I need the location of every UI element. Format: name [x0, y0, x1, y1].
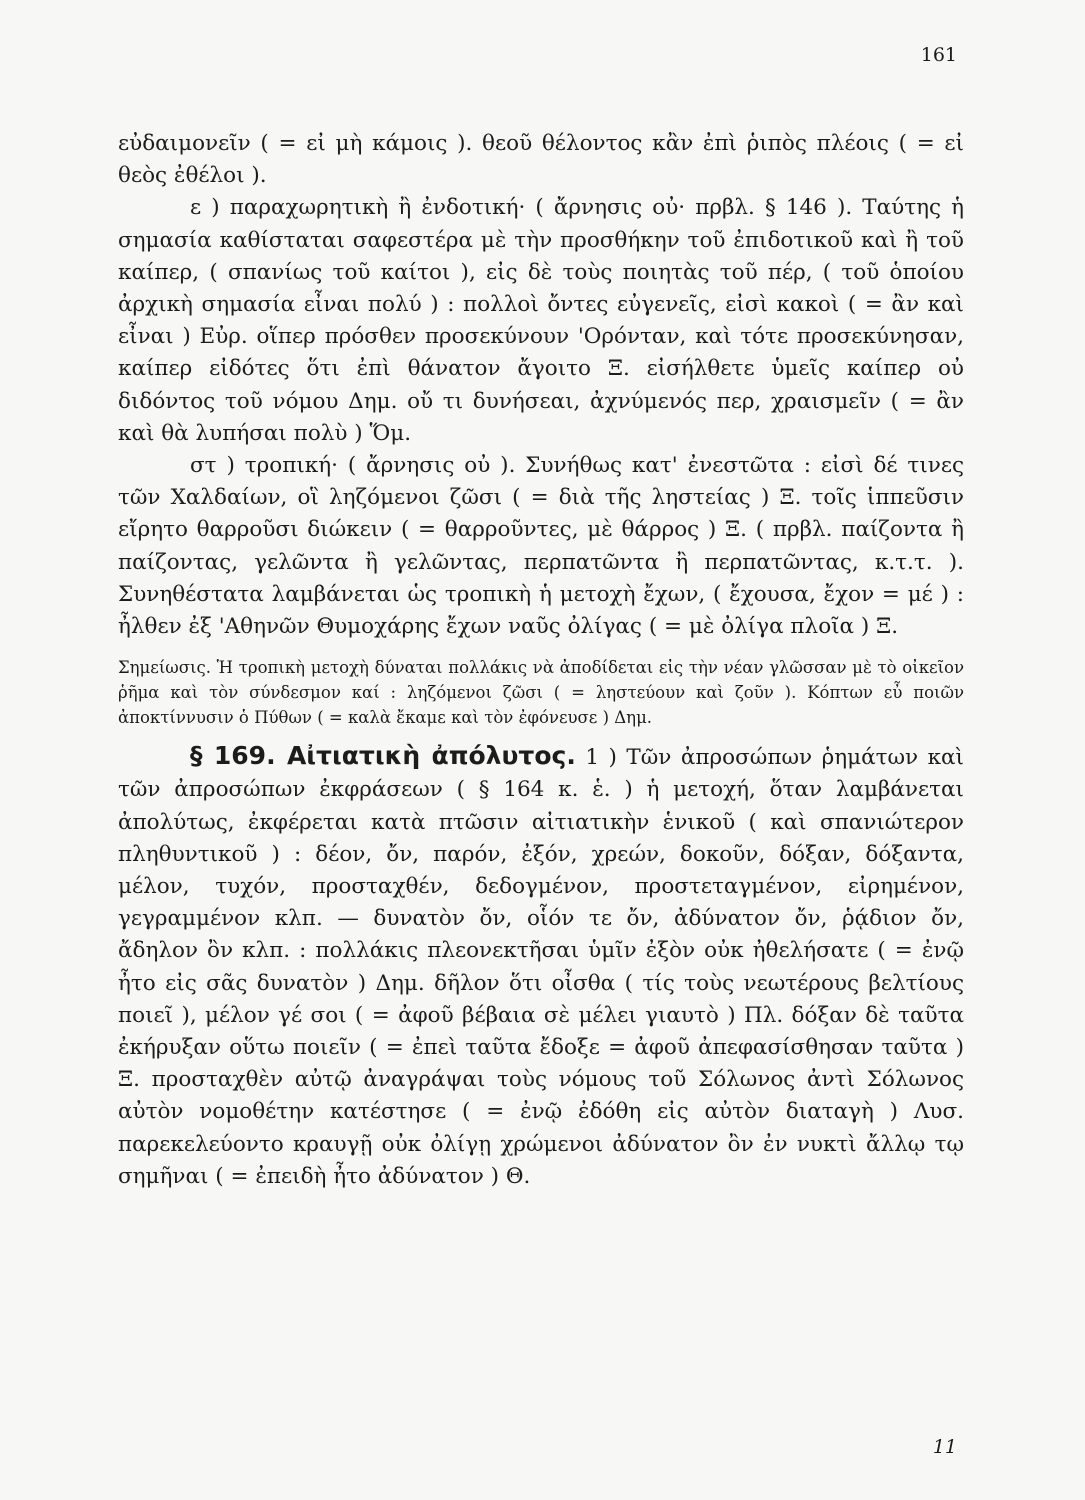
paragraph-continuation: εὐδαιμονεῖν ( = εἰ μὴ κάμοις ). θεοῦ θέλοντος κἂν ἐπὶ ῥιπὸς πλέοις ( = εἰ θεὸς ἐθέλοι ).: [118, 131, 964, 189]
section-text: 1 ) Τῶν ἀπροσώπων ῥημάτων καὶ τῶν ἀπροσώπων ἐκφράσεων ( § 164 κ. ἑ. ) ἡ μετοχή, ὅταν λαμβάνεται ἀπολύτως, ἐκφέρεται κατὰ πτῶσιν αἰτιατικὴν ἑνικοῦ ( καὶ σπανιώτερον πληθυντικοῦ ) : δέον, ὄν, παρόν, ἐξόν, χρεών, δοκοῦν, δόξαν, δόξαντα, μέλον, τυχόν, προσταχθέν, δεδογμένον, προστεταγμένον, εἰρημένον, γεγραμμένον κλπ. — δυνατὸν ὄν, οἷόν τε ὄν, ἀδύνατον ὄν, ῥᾴδιον ὄν, ἄδηλον ὂν κλπ. : πολλάκις πλεονεκτῆσαι ὑμῖν ἐξὸν οὐκ ἠθελήσατε ( = ἐνῷ ἦτο εἰς σᾶς δυνατὸν ) Δημ. δῆλον ὅτι οἶσθα ( τίς τοὺς νεωτέρους βελτίους ποιεῖ ), μέλον γέ σοι ( = ἀφοῦ βέβαια σὲ μέλει γιαυτὸ ) Πλ. δόξαν δὲ ταῦτα ἐκήρυξαν οὕτω ποιεῖν ( = ἐπεὶ ταῦτα ἔδοξε = ἀφοῦ ἀπεφασίσθησαν ταῦτα ) Ξ. προσταχθὲν αὐτῷ ἀναγράψαι τοὺς νόμους τοῦ Σόλωνος ἀντὶ Σόλωνος αὐτὸν νομοθέτην κατέστησε ( = ἐνῷ ἐδόθη εἰς αὐτὸν διαταγὴ ) Λυσ. παρεκελεύοντο κραυγῇ οὐκ ὀλίγῃ χρώμενοι ἀδύνατον ὂν ἐν νυκτὶ ἄλλῳ τῳ σημῆναι ( = ἐπειδὴ ἦτο ἀδύνατον ) Θ.: [118, 745, 964, 1189]
text-body: [118, 128, 964, 1193]
section-heading: § 169. Αἰτιατικὴ ἀπόλυτος.: [190, 741, 576, 771]
paragraph-modal: στ ) τροπική· ( ἄρνησις οὐ ). Συνήθως κατ' ἐνεστῶτα : εἰσὶ δέ τινες τῶν Χαλδαίων, οἳ ληζόμενοι ζῶσι ( = διὰ τῆς ληστείας ) Ξ. τοῖς ἱππεῦσιν εἴρητο θαρροῦσι διώκειν ( = θαρροῦντες, μὲ θάρρος ) Ξ. ( πρβλ. παίζοντα ἢ παίζοντας, γελῶντα ἢ γελῶντας, περπατῶντα ἢ περπατῶντας, κ.τ.τ. ). Συνηθέστατα λαμβάνεται ὡς τροπικὴ ἡ μετοχὴ ἔχων, ( ἔχουσα, ἔχον = μέ ) : ἦλθεν ἐξ 'Αθηνῶν Θυμοχάρης ἔχων ναῦς ὀλίγας ( = μὲ ὀλίγα πλοῖα ) Ξ.: [118, 453, 964, 640]
section-169: [118, 740, 964, 1193]
printer-signature: 11: [932, 1436, 957, 1458]
paragraph-concessive: ε ) παραχωρητικὴ ἢ ἐνδοτική· ( ἄρνησις οὐ· πρβλ. § 146 ). Ταύτης ἡ σημασία καθίσταται σαφεστέρα μὲ τὴν προσθήκην τοῦ ἐπιδοτικοῦ καὶ ἢ τοῦ καίπερ, ( σπανίως τοῦ καίτοι ), εἰς δὲ τοὺς ποιητὰς τοῦ πέρ, ( τοῦ ὁποίου ἀρχικὴ σημασία εἶναι πολύ ) : πολλοὶ ὄντες εὐγενεῖς, εἰσὶ κακοὶ ( = ἂν καὶ εἶναι ) Εὐρ. οἵπερ πρόσθεν προσεκύνουν 'Ορόνταν, καὶ τότε προσεκύνησαν, καίπερ εἰδότες ὅτι ἐπὶ θάνατον ἄγοιτο Ξ. εἰσήλθετε ὑμεῖς καίπερ οὐ διδόντος τοῦ νόμου Δημ. οὔ τι δυνήσεαι, ἀχνύμενός περ, χραισμεῖν ( = ἂν καὶ θὰ λυπήσαι πολὺ ) Ὅμ.: [118, 195, 964, 446]
remark-note: Σημείωσις. Ἡ τροπικὴ μετοχὴ δύναται πολλάκις νὰ ἀποδίδεται εἰς τὴν νέαν γλῶσσαν μὲ τὸ οἰκεῖον ῥῆμα καὶ τὸν σύνδεσμον καί : ληζόμενοι ζῶσι ( = ληστεύουν καὶ ζοῦν ). Κόπτων εὖ ποιῶν ἀποκτίννυσιν ὁ Πύθων ( = καλὰ ἔκαμε καὶ τὸν ἐφόνευσε ) Δημ.: [118, 658, 964, 728]
page-number: 161: [920, 44, 957, 66]
